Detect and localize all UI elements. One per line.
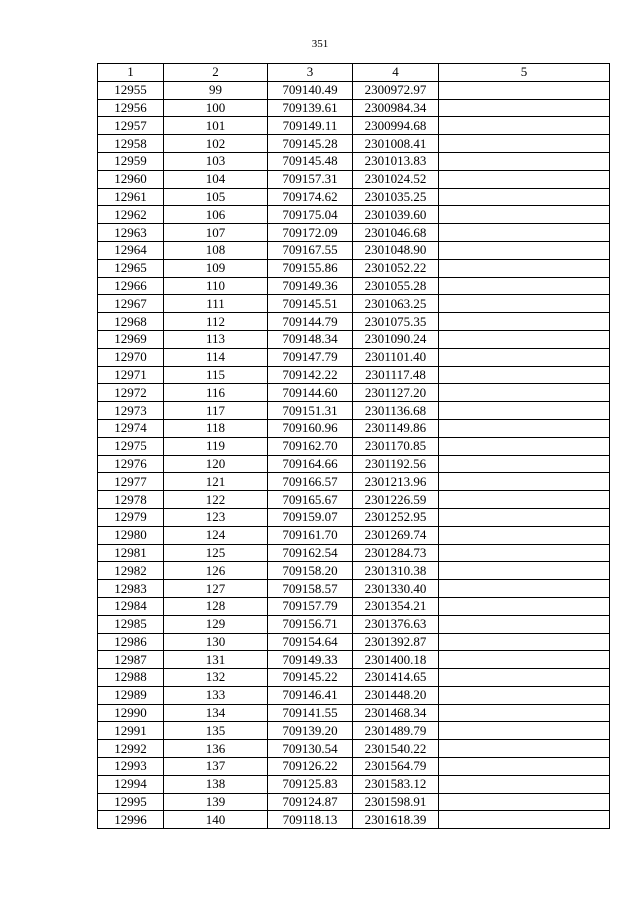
table-cell-col-2: 118 (164, 419, 268, 437)
table-cell-col-5 (439, 473, 610, 491)
table-cell-col-4: 2301540.22 (353, 740, 439, 758)
table-cell-col-2: 133 (164, 686, 268, 704)
table-cell-col-4: 2301252.95 (353, 508, 439, 526)
table-cell-col-3: 709160.96 (268, 419, 353, 437)
table-cell-col-3: 709139.61 (268, 99, 353, 117)
table-cell-col-3: 709175.04 (268, 206, 353, 224)
table-cell-col-3: 709149.33 (268, 651, 353, 669)
table-cell-col-2: 99 (164, 81, 268, 99)
table-cell-col-4: 2301075.35 (353, 313, 439, 331)
table-cell-col-1: 12980 (98, 526, 164, 544)
table-cell-col-1: 12955 (98, 81, 164, 99)
table-cell-col-3: 709145.51 (268, 295, 353, 313)
table-row (98, 241, 610, 259)
table-cell-col-4: 2301310.38 (353, 562, 439, 580)
table-cell-col-2: 113 (164, 330, 268, 348)
table-row (98, 135, 610, 153)
table-cell-col-2: 134 (164, 704, 268, 722)
table-cell-col-5 (439, 152, 610, 170)
table-cell-col-2: 109 (164, 259, 268, 277)
table-cell-col-2: 131 (164, 651, 268, 669)
coordinates-table (97, 63, 610, 829)
table-cell-col-5 (439, 188, 610, 206)
table-cell-col-1: 12968 (98, 313, 164, 331)
table-cell-col-4: 2301055.28 (353, 277, 439, 295)
table-cell-col-3: 709149.36 (268, 277, 353, 295)
table-row (98, 419, 610, 437)
table-cell-col-4: 2301618.39 (353, 811, 439, 829)
table-cell-col-2: 121 (164, 473, 268, 491)
table-cell-col-5 (439, 597, 610, 615)
table-row (98, 277, 610, 295)
table-cell-col-5 (439, 81, 610, 99)
table-cell-col-5 (439, 259, 610, 277)
table-cell-col-3: 709147.79 (268, 348, 353, 366)
table-cell-col-5 (439, 330, 610, 348)
table-row (98, 562, 610, 580)
table-row (98, 366, 610, 384)
table-cell-col-5 (439, 758, 610, 776)
table-cell-col-5 (439, 419, 610, 437)
table-cell-col-1: 12957 (98, 117, 164, 135)
table-row (98, 152, 610, 170)
table-cell-col-1: 12977 (98, 473, 164, 491)
table-cell-col-5 (439, 686, 610, 704)
table-cell-col-4: 2301414.65 (353, 669, 439, 687)
table-row (98, 686, 610, 704)
table-cell-col-1: 12989 (98, 686, 164, 704)
table-cell-col-3: 709126.22 (268, 758, 353, 776)
table-cell-col-4: 2301048.90 (353, 241, 439, 259)
table-cell-col-4: 2301564.79 (353, 758, 439, 776)
table-cell-col-5 (439, 437, 610, 455)
table-cell-col-3: 709145.48 (268, 152, 353, 170)
table-cell-col-2: 127 (164, 580, 268, 598)
table-row (98, 384, 610, 402)
table-cell-col-2: 119 (164, 437, 268, 455)
table-row (98, 722, 610, 740)
table-row (98, 793, 610, 811)
table-row (98, 580, 610, 598)
table-header-row (98, 64, 610, 82)
table-cell-col-2: 132 (164, 669, 268, 687)
table-cell-col-1: 12988 (98, 669, 164, 687)
table-cell-col-4: 2301046.68 (353, 224, 439, 242)
table-cell-col-5 (439, 170, 610, 188)
table-cell-col-5 (439, 117, 610, 135)
table-row (98, 295, 610, 313)
table-cell-col-3: 709146.41 (268, 686, 353, 704)
table-cell-col-3: 709157.31 (268, 170, 353, 188)
table-cell-col-1: 12963 (98, 224, 164, 242)
table-cell-col-4: 2301063.25 (353, 295, 439, 313)
table-cell-col-5 (439, 135, 610, 153)
table-cell-col-4: 2301468.34 (353, 704, 439, 722)
table-cell-col-2: 138 (164, 775, 268, 793)
table-row (98, 508, 610, 526)
table-cell-col-1: 12974 (98, 419, 164, 437)
table-cell-col-1: 12979 (98, 508, 164, 526)
table-row (98, 81, 610, 99)
table-cell-col-2: 116 (164, 384, 268, 402)
table-row (98, 99, 610, 117)
table-cell-col-5 (439, 241, 610, 259)
table-cell-col-4: 2301392.87 (353, 633, 439, 651)
table-cell-col-2: 120 (164, 455, 268, 473)
table-cell-col-2: 100 (164, 99, 268, 117)
table-cell-col-3: 709159.07 (268, 508, 353, 526)
table-cell-col-2: 110 (164, 277, 268, 295)
table-row (98, 597, 610, 615)
table-cell-col-2: 140 (164, 811, 268, 829)
table-cell-col-3: 709151.31 (268, 402, 353, 420)
table-cell-col-3: 709154.64 (268, 633, 353, 651)
table-cell-col-4: 2301170.85 (353, 437, 439, 455)
table-cell-col-1: 12978 (98, 491, 164, 509)
table-cell-col-1: 12981 (98, 544, 164, 562)
table-cell-col-2: 107 (164, 224, 268, 242)
table-cell-col-3: 709145.28 (268, 135, 353, 153)
table-cell-col-3: 709118.13 (268, 811, 353, 829)
table-cell-col-1: 12992 (98, 740, 164, 758)
column-header-4: 4 (353, 64, 439, 82)
table-cell-col-5 (439, 277, 610, 295)
table-cell-col-2: 103 (164, 152, 268, 170)
table-cell-col-2: 125 (164, 544, 268, 562)
table-row (98, 117, 610, 135)
table-cell-col-1: 12984 (98, 597, 164, 615)
table-cell-col-3: 709140.49 (268, 81, 353, 99)
table-cell-col-1: 12987 (98, 651, 164, 669)
table-cell-col-1: 12958 (98, 135, 164, 153)
table-row (98, 437, 610, 455)
table-cell-col-4: 2301117.48 (353, 366, 439, 384)
table-cell-col-4: 2301052.22 (353, 259, 439, 277)
table-cell-col-5 (439, 402, 610, 420)
table-cell-col-4: 2301024.52 (353, 170, 439, 188)
table-cell-col-1: 12964 (98, 241, 164, 259)
table-cell-col-1: 12993 (98, 758, 164, 776)
table-cell-col-4: 2301354.21 (353, 597, 439, 615)
table-cell-col-3: 709144.79 (268, 313, 353, 331)
table-cell-col-5 (439, 740, 610, 758)
table-cell-col-5 (439, 633, 610, 651)
table-row (98, 740, 610, 758)
table-cell-col-1: 12983 (98, 580, 164, 598)
table-cell-col-4: 2300972.97 (353, 81, 439, 99)
table-cell-col-3: 709141.55 (268, 704, 353, 722)
table-row (98, 455, 610, 473)
table-cell-col-4: 2301448.20 (353, 686, 439, 704)
table-cell-col-3: 709158.20 (268, 562, 353, 580)
table-cell-col-4: 2301489.79 (353, 722, 439, 740)
table-row (98, 206, 610, 224)
column-header-2: 2 (164, 64, 268, 82)
table-cell-col-1: 12995 (98, 793, 164, 811)
table-cell-col-4: 2301127.20 (353, 384, 439, 402)
table-cell-col-4: 2301101.40 (353, 348, 439, 366)
table-cell-col-3: 709144.60 (268, 384, 353, 402)
table-cell-col-2: 137 (164, 758, 268, 776)
table-row (98, 313, 610, 331)
table-cell-col-2: 117 (164, 402, 268, 420)
table-cell-col-3: 709156.71 (268, 615, 353, 633)
table-cell-col-5 (439, 313, 610, 331)
table-cell-col-2: 111 (164, 295, 268, 313)
table-cell-col-4: 2301330.40 (353, 580, 439, 598)
table-cell-col-5 (439, 224, 610, 242)
table-cell-col-5 (439, 491, 610, 509)
table-cell-col-5 (439, 580, 610, 598)
table-cell-col-4: 2301008.41 (353, 135, 439, 153)
table-cell-col-3: 709167.55 (268, 241, 353, 259)
table-cell-col-2: 126 (164, 562, 268, 580)
table-cell-col-3: 709162.70 (268, 437, 353, 455)
table-cell-col-2: 129 (164, 615, 268, 633)
table-cell-col-1: 12976 (98, 455, 164, 473)
table-cell-col-3: 709162.54 (268, 544, 353, 562)
table-cell-col-4: 2301376.63 (353, 615, 439, 633)
table-cell-col-3: 709142.22 (268, 366, 353, 384)
table-cell-col-2: 135 (164, 722, 268, 740)
table-row (98, 704, 610, 722)
table-cell-col-2: 101 (164, 117, 268, 135)
table-cell-col-2: 104 (164, 170, 268, 188)
table-cell-col-2: 123 (164, 508, 268, 526)
table-cell-col-3: 709165.67 (268, 491, 353, 509)
table-cell-col-4: 2301013.83 (353, 152, 439, 170)
table-cell-col-5 (439, 99, 610, 117)
table-cell-col-4: 2301598.91 (353, 793, 439, 811)
table-cell-col-5 (439, 562, 610, 580)
table-cell-col-5 (439, 366, 610, 384)
table-cell-col-2: 128 (164, 597, 268, 615)
table-cell-col-2: 105 (164, 188, 268, 206)
table-row (98, 402, 610, 420)
table-row (98, 633, 610, 651)
column-header-1: 1 (98, 64, 164, 82)
table-cell-col-4: 2301213.96 (353, 473, 439, 491)
table-cell-col-1: 12975 (98, 437, 164, 455)
table-cell-col-2: 122 (164, 491, 268, 509)
table-cell-col-2: 130 (164, 633, 268, 651)
table-cell-col-1: 12961 (98, 188, 164, 206)
table-cell-col-1: 12990 (98, 704, 164, 722)
table-row (98, 473, 610, 491)
table-cell-col-2: 108 (164, 241, 268, 259)
table-cell-col-3: 709125.83 (268, 775, 353, 793)
table-cell-col-5 (439, 669, 610, 687)
table-row (98, 811, 610, 829)
table-cell-col-3: 709161.70 (268, 526, 353, 544)
table-cell-col-4: 2301269.74 (353, 526, 439, 544)
table-cell-col-3: 709174.62 (268, 188, 353, 206)
table-cell-col-1: 12969 (98, 330, 164, 348)
table-cell-col-4: 2301090.24 (353, 330, 439, 348)
table-cell-col-4: 2301192.56 (353, 455, 439, 473)
table-cell-col-2: 139 (164, 793, 268, 811)
table-cell-col-4: 2301226.59 (353, 491, 439, 509)
table-body (98, 81, 610, 828)
table-cell-col-5 (439, 651, 610, 669)
table-cell-col-3: 709172.09 (268, 224, 353, 242)
table-cell-col-3: 709124.87 (268, 793, 353, 811)
table-cell-col-5 (439, 508, 610, 526)
table-cell-col-1: 12971 (98, 366, 164, 384)
table-cell-col-1: 12967 (98, 295, 164, 313)
table-row (98, 348, 610, 366)
table-cell-col-4: 2301136.68 (353, 402, 439, 420)
table-row (98, 491, 610, 509)
table-cell-col-2: 136 (164, 740, 268, 758)
page-number: 351 (311, 38, 329, 50)
table-cell-col-4: 2300984.34 (353, 99, 439, 117)
table-cell-col-3: 709157.79 (268, 597, 353, 615)
table-cell-col-1: 12996 (98, 811, 164, 829)
table-cell-col-1: 12982 (98, 562, 164, 580)
table-cell-col-1: 12962 (98, 206, 164, 224)
column-header-5: 5 (439, 64, 610, 82)
table-row (98, 170, 610, 188)
table-cell-col-5 (439, 615, 610, 633)
table-row (98, 259, 610, 277)
table-cell-col-3: 709155.86 (268, 259, 353, 277)
table-cell-col-2: 114 (164, 348, 268, 366)
table-cell-col-4: 2301035.25 (353, 188, 439, 206)
table-cell-col-5 (439, 544, 610, 562)
table-row (98, 615, 610, 633)
table-cell-col-5 (439, 526, 610, 544)
table-cell-col-4: 2301149.86 (353, 419, 439, 437)
table-row (98, 224, 610, 242)
table-cell-col-1: 12994 (98, 775, 164, 793)
table-cell-col-4: 2301583.12 (353, 775, 439, 793)
table-cell-col-5 (439, 384, 610, 402)
table-cell-col-5 (439, 455, 610, 473)
table-cell-col-3: 709158.57 (268, 580, 353, 598)
table-cell-col-1: 12973 (98, 402, 164, 420)
table-cell-col-5 (439, 704, 610, 722)
table-cell-col-4: 2300994.68 (353, 117, 439, 135)
table-row (98, 188, 610, 206)
table-cell-col-4: 2301284.73 (353, 544, 439, 562)
table-cell-col-5 (439, 793, 610, 811)
table-row (98, 330, 610, 348)
table-cell-col-2: 124 (164, 526, 268, 544)
table-cell-col-3: 709145.22 (268, 669, 353, 687)
table-cell-col-1: 12991 (98, 722, 164, 740)
table-cell-col-1: 12956 (98, 99, 164, 117)
table-row (98, 775, 610, 793)
table-cell-col-2: 112 (164, 313, 268, 331)
table-cell-col-3: 709148.34 (268, 330, 353, 348)
table-cell-col-1: 12966 (98, 277, 164, 295)
table-cell-col-1: 12986 (98, 633, 164, 651)
table-cell-col-2: 102 (164, 135, 268, 153)
table-cell-col-2: 106 (164, 206, 268, 224)
table-cell-col-3: 709149.11 (268, 117, 353, 135)
table-cell-col-2: 115 (164, 366, 268, 384)
table-cell-col-3: 709166.57 (268, 473, 353, 491)
table-row (98, 758, 610, 776)
table-cell-col-4: 2301400.18 (353, 651, 439, 669)
table-cell-col-4: 2301039.60 (353, 206, 439, 224)
table-cell-col-1: 12972 (98, 384, 164, 402)
table-cell-col-5 (439, 775, 610, 793)
table-cell-col-3: 709139.20 (268, 722, 353, 740)
table-row (98, 669, 610, 687)
table-cell-col-3: 709130.54 (268, 740, 353, 758)
table-cell-col-1: 12970 (98, 348, 164, 366)
table-row (98, 544, 610, 562)
table-cell-col-5 (439, 295, 610, 313)
table-cell-col-5 (439, 811, 610, 829)
table-cell-col-3: 709164.66 (268, 455, 353, 473)
table-cell-col-1: 12965 (98, 259, 164, 277)
table-cell-col-1: 12985 (98, 615, 164, 633)
table-cell-col-1: 12960 (98, 170, 164, 188)
table-row (98, 651, 610, 669)
table-cell-col-1: 12959 (98, 152, 164, 170)
column-header-3: 3 (268, 64, 353, 82)
table-cell-col-5 (439, 206, 610, 224)
table-row (98, 526, 610, 544)
table-cell-col-5 (439, 722, 610, 740)
table-cell-col-5 (439, 348, 610, 366)
